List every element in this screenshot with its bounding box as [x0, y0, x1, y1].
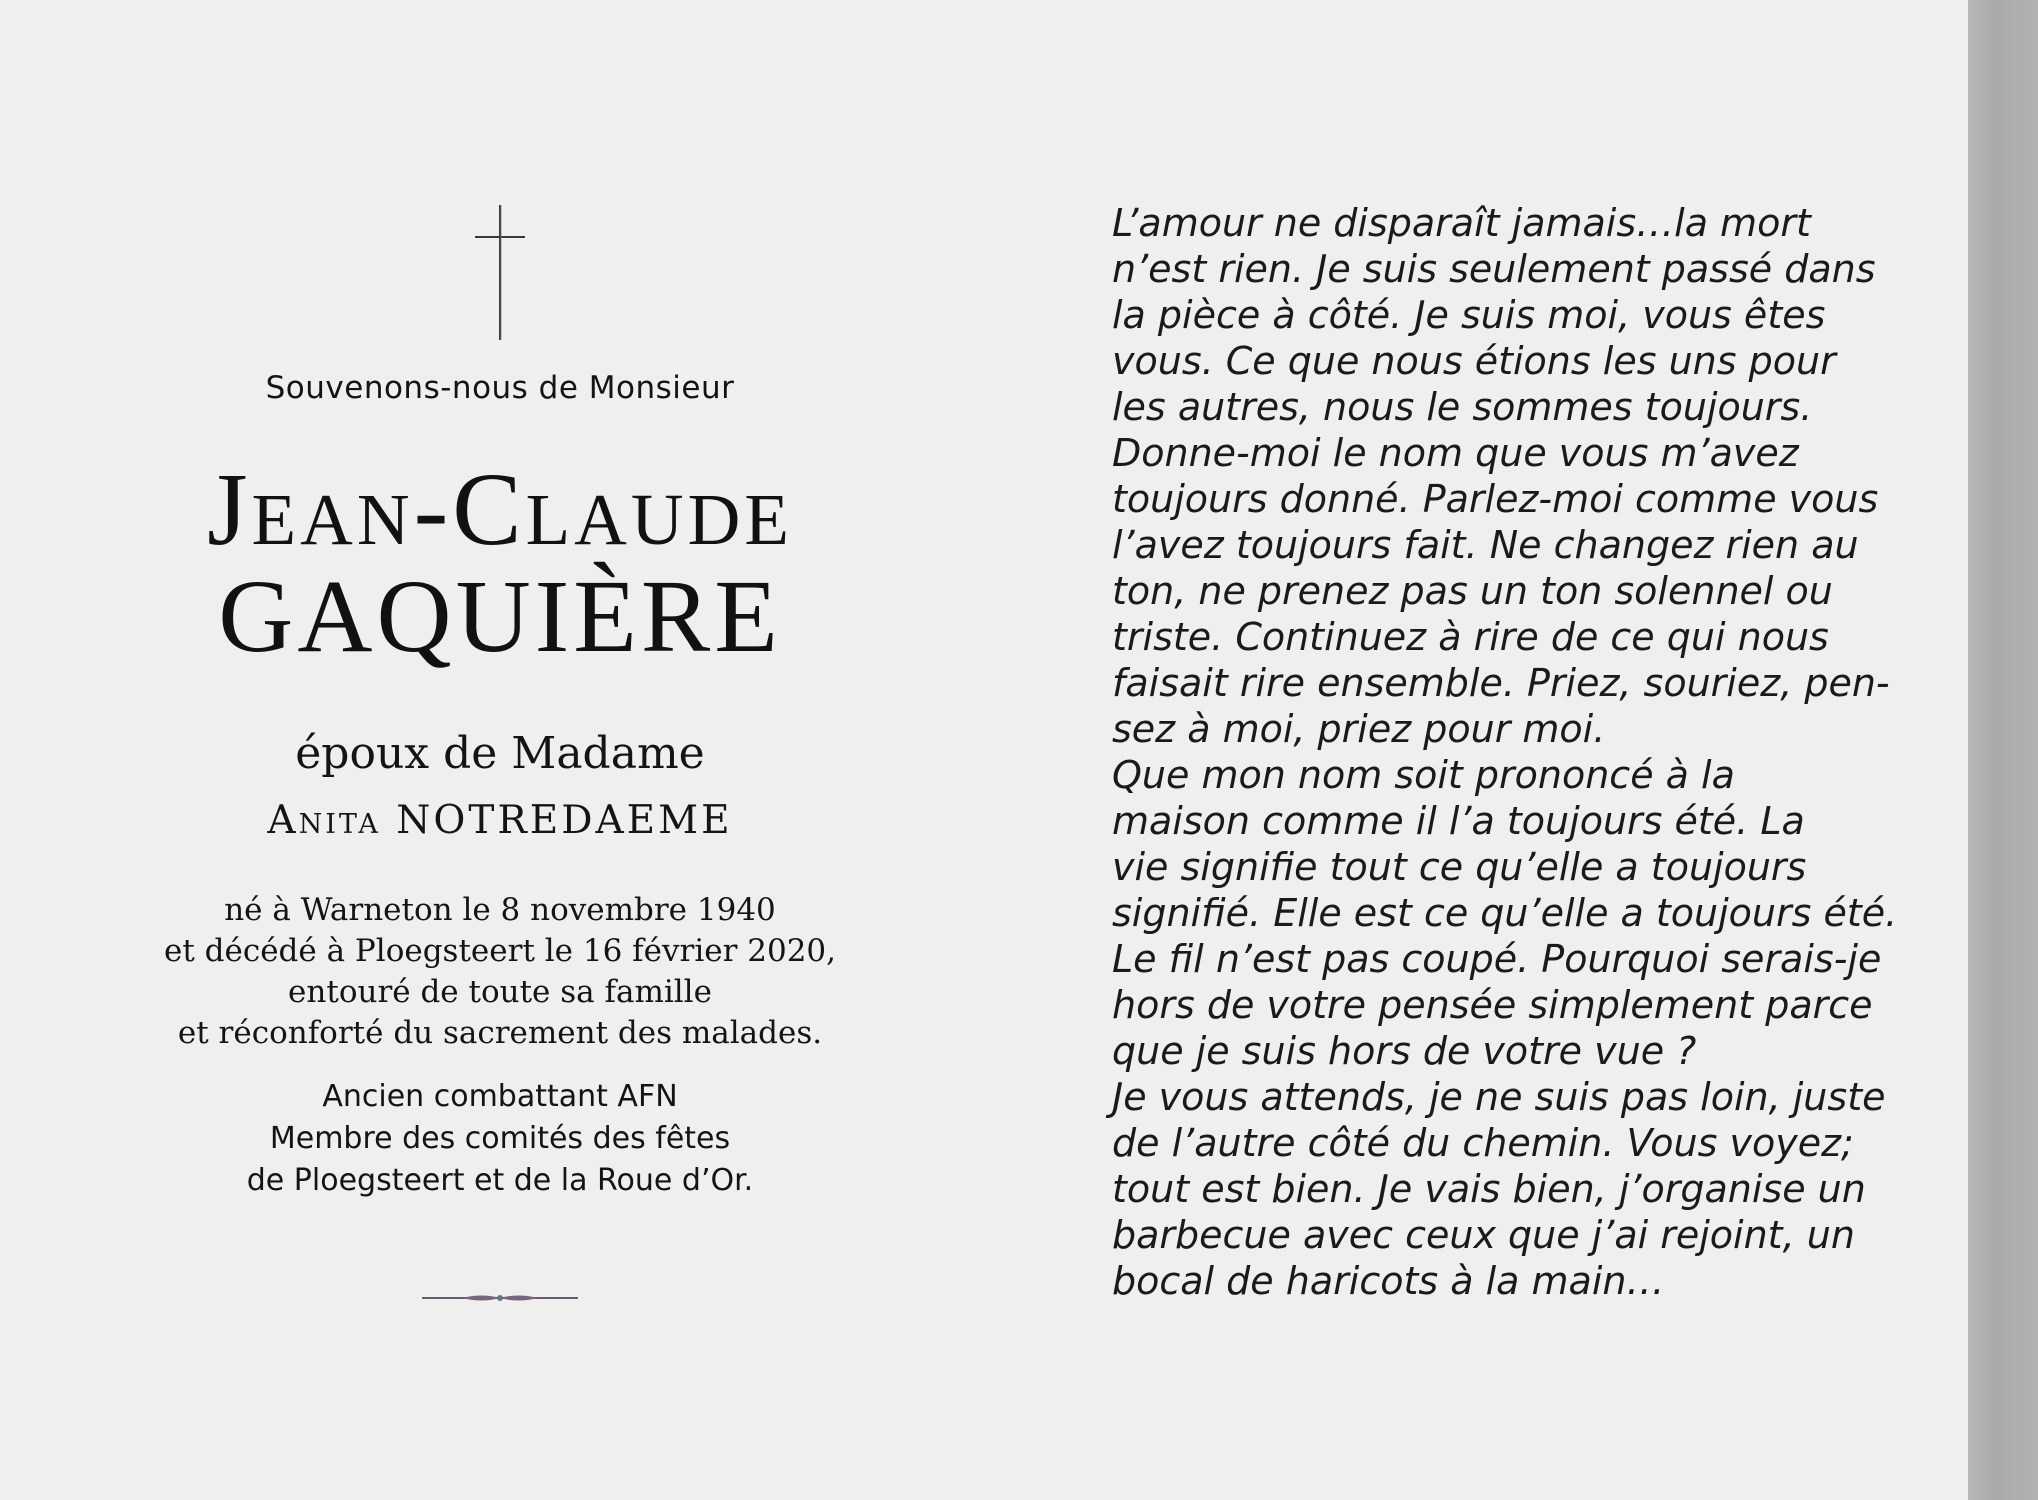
poem-line: triste. Continuez à rire de ce qui nous: [1112, 615, 1829, 659]
left-panel: [100, 0, 900, 1500]
remember-heading: Souvenons-nous de Monsieur: [265, 370, 735, 406]
bio-line: et décédé à Ploegsteert le 16 février 2020,: [164, 933, 836, 969]
cross-icon: [475, 205, 525, 340]
poem-line: L’amour ne disparaît jamais…la mort: [1112, 201, 1811, 245]
role-line: Ancien combattant AFN: [322, 1079, 678, 1114]
deceased-last-name: GAQUIÈRE: [218, 559, 782, 674]
bio-line: né à Warneton le 8 novembre 1940: [224, 892, 776, 928]
spouse-label: époux de Madame: [295, 728, 705, 779]
poem-text: [1112, 200, 1932, 1304]
poem-line: signifié. Elle est ce qu’elle a toujours été.: [1112, 891, 1898, 935]
ornament-divider-icon: [422, 1290, 578, 1306]
poem-line: Que mon nom soit prononcé à la: [1112, 753, 1735, 797]
poem-line: hors de votre pensée simplement parce: [1112, 983, 1873, 1027]
spouse-name: Anita NOTREDAEME: [267, 798, 733, 843]
poem-line: de l’autre côté du chemin. Vous voyez;: [1112, 1121, 1854, 1165]
roles: [100, 1076, 900, 1202]
poem-line: Le fil n’est pas coupé. Pourquoi serais-je: [1112, 937, 1882, 981]
biography: [100, 890, 900, 1054]
poem-line: vous. Ce que nous étions les uns pour: [1112, 339, 1836, 383]
poem-line: bocal de haricots à la main…: [1112, 1259, 1665, 1303]
role-line: de Ploegsteert et de la Roue d’Or.: [246, 1163, 754, 1198]
poem-line: que je suis hors de votre vue ?: [1112, 1029, 1697, 1073]
bio-line: et réconforté du sacrement des malades.: [177, 1015, 823, 1051]
poem-line: l’avez toujours fait. Ne changez rien au: [1112, 523, 1859, 567]
poem-line: barbecue avec ceux que j’ai rejoint, un: [1112, 1213, 1855, 1257]
poem-line: vie signifie tout ce qu’elle a toujours: [1112, 845, 1807, 889]
poem-line: maison comme il l’a toujours été. La: [1112, 799, 1805, 843]
poem-line: toujours donné. Parlez-moi comme vous: [1112, 477, 1879, 521]
deceased-first-name: Jean-Claude: [207, 452, 793, 567]
poem-line: les autres, nous le sommes toujours.: [1112, 385, 1813, 429]
poem-line: Je vous attends, je ne suis pas loin, juste: [1112, 1075, 1886, 1119]
bio-line: entouré de toute sa famille: [288, 974, 712, 1010]
poem-line: Donne-moi le nom que vous m’avez: [1112, 431, 1799, 475]
poem-line: sez à moi, priez pour moi.: [1112, 707, 1606, 751]
role-line: Membre des comités des fêtes: [269, 1121, 731, 1156]
poem-line: faisait rire ensemble. Priez, souriez, pen-: [1112, 661, 1890, 705]
poem-line: la pièce à côté. Je suis moi, vous êtes: [1112, 293, 1826, 337]
poem-line: tout est bien. Je vais bien, j’organise un: [1112, 1167, 1866, 1211]
poem-line: ton, ne prenez pas un ton solennel ou: [1112, 569, 1833, 613]
scanner-edge: [1968, 0, 2038, 1500]
poem-line: n’est rien. Je suis seulement passé dans: [1112, 247, 1876, 291]
